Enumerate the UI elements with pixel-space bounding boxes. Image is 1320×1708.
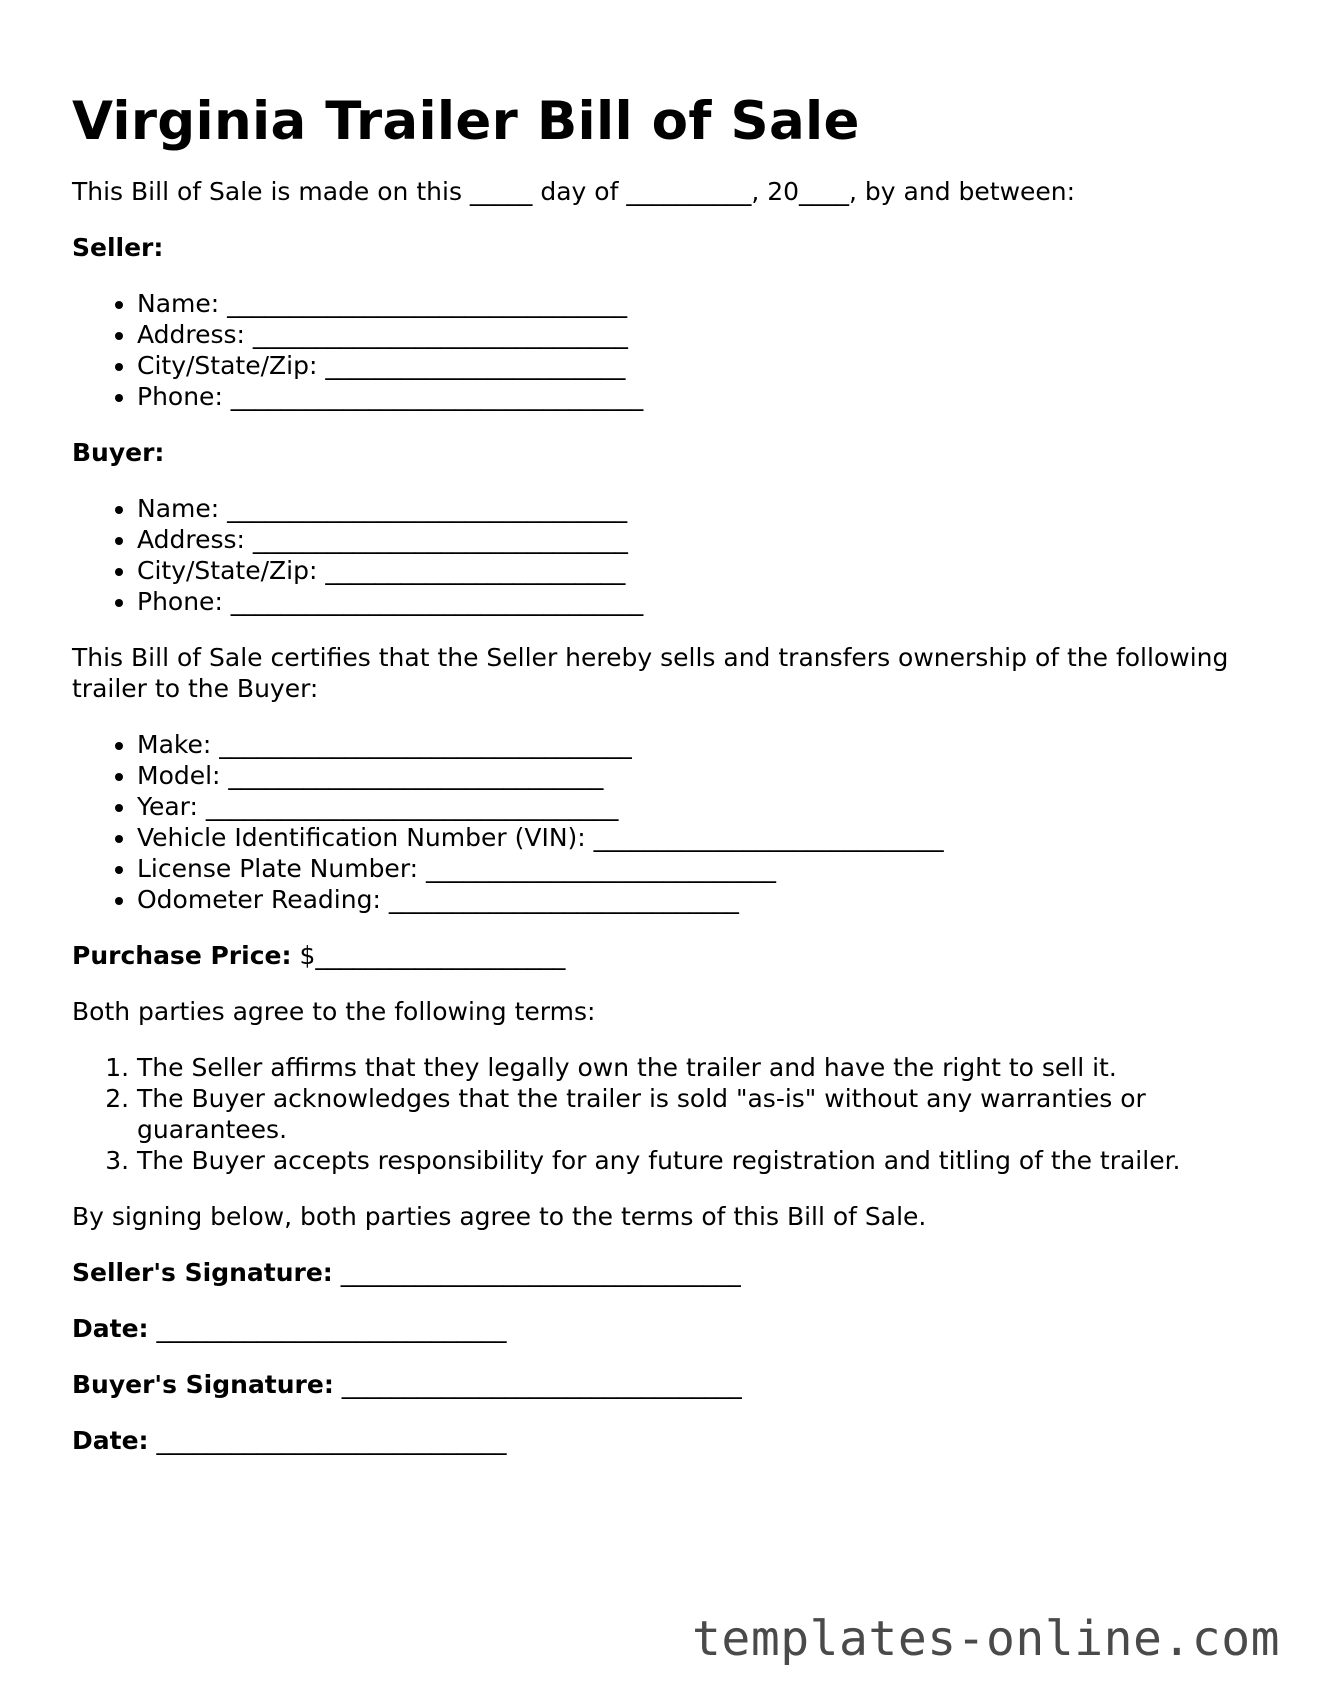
seller-date-label: Date: (72, 1314, 149, 1343)
trailer-model-field: • Model: ______________________________ (137, 760, 1252, 791)
seller-date-row (72, 1313, 1252, 1344)
seller-signature-label: Seller's Signature: (72, 1258, 333, 1287)
buyer-name-field: • Name: ________________________________ (137, 493, 1252, 524)
buyer-date-label: Date: (72, 1426, 149, 1455)
trailer-odometer-field: • Odometer Reading: ____________________________ (137, 884, 1252, 915)
buyer-date-line: ____________________________ (156, 1426, 507, 1455)
purchase-price-label: Purchase Price: (72, 941, 292, 970)
seller-heading: Seller: (72, 233, 164, 262)
seller-address-field: • Address: ______________________________ (137, 319, 1252, 350)
terms-intro: Both parties agree to the following terms: (72, 997, 596, 1026)
document-page (72, 90, 1252, 1456)
trailer-year-field: • Year: _________________________________ (137, 791, 1252, 822)
buyer-phone-field: • Phone: _________________________________ (137, 586, 1252, 617)
watermark: templates-online.com (692, 1611, 1280, 1667)
term-item: 3. The Buyer accepts responsibility for any future registration and titling of the trailer. (137, 1145, 1252, 1176)
seller-fields-list (72, 288, 1252, 412)
intro-text: This Bill of Sale is made on this _____ day of __________, 20____, by and between: (72, 177, 1076, 206)
buyer-signature-line: ________________________________ (341, 1370, 742, 1399)
buyer-address-field: • Address: ______________________________ (137, 524, 1252, 555)
trailer-vin-field: • Vehicle Identification Number (VIN): ____________________________ (137, 822, 1252, 853)
trailer-make-field: • Make: _________________________________ (137, 729, 1252, 760)
buyer-signature-label: Buyer's Signature: (72, 1370, 334, 1399)
buyer-city-state-zip-field: • City/State/Zip: ________________________ (137, 555, 1252, 586)
document-title: Virginia Trailer Bill of Sale (72, 91, 860, 152)
trailer-fields-list (72, 729, 1252, 915)
seller-city-state-zip-field: • City/State/Zip: ________________________ (137, 350, 1252, 381)
seller-phone-field: • Phone: _________________________________ (137, 381, 1252, 412)
seller-signature-line: ________________________________ (340, 1258, 741, 1287)
purchase-price-row (72, 940, 1252, 971)
purchase-price-value: $____________________ (299, 941, 566, 970)
buyer-signature-row (72, 1369, 1252, 1400)
seller-name-field: • Name: ________________________________ (137, 288, 1252, 319)
buyer-fields-list (72, 493, 1252, 617)
seller-signature-row (72, 1257, 1252, 1288)
term-item: 1. The Seller affirms that they legally own the trailer and have the right to sell it. (137, 1052, 1252, 1083)
closing-text: By signing below, both parties agree to the terms of this Bill of Sale. (72, 1202, 927, 1231)
seller-date-line: ____________________________ (156, 1314, 507, 1343)
term-item: 2. The Buyer acknowledges that the trailer is sold "as-is" without any warranties or guarantees. (137, 1083, 1252, 1145)
buyer-date-row (72, 1425, 1252, 1456)
buyer-heading: Buyer: (72, 438, 165, 467)
certifies-text: This Bill of Sale certifies that the Seller hereby sells and transfers ownership of the following trailer to the Buyer: (72, 643, 1229, 703)
trailer-license-plate-field: • License Plate Number: ____________________________ (137, 853, 1252, 884)
terms-list (72, 1052, 1252, 1176)
